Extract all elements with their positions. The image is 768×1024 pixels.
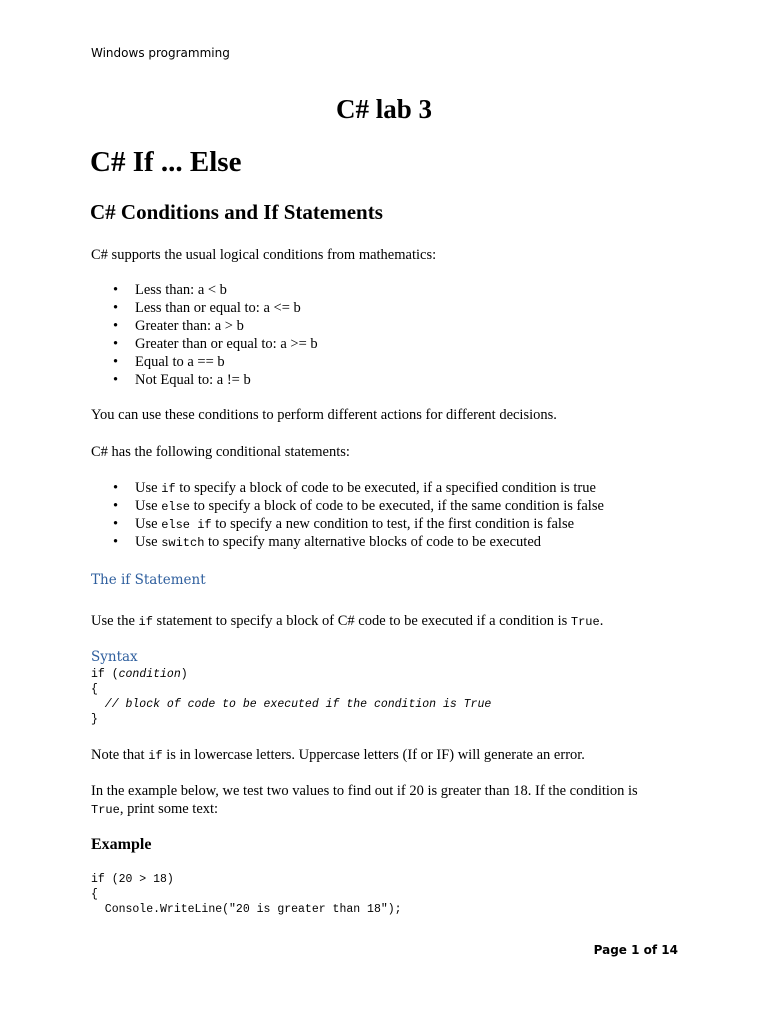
code-line: Console.WriteLine("20 is greater than 18"); [91, 903, 402, 916]
example-code-block [91, 872, 402, 917]
conditions-paragraph: You can use these conditions to perform different actions for different decisions. [91, 407, 557, 423]
code-line: if (20 > 18) [91, 873, 174, 886]
page-number: Page 1 of 14 [593, 943, 678, 957]
list-item: • Use else to specify a block of code to be executed, if the same condition is false [91, 497, 604, 515]
code-line: // block of code to be executed if the condition is True [91, 698, 492, 711]
conditions-list [91, 281, 318, 389]
list-item: • Greater than: a > b [91, 317, 318, 335]
if-statement-heading: The if Statement [91, 572, 206, 588]
main-heading: C# If ... Else [90, 146, 242, 178]
list-item: • Use switch to specify many alternative blocks of code to be executed [91, 533, 604, 551]
list-item: • Use if to specify a block of code to be executed, if a specified condition is true [91, 479, 604, 497]
note-paragraph: Note that if is in lowercase letters. Uppercase letters (If or IF) will generate an error. [91, 747, 585, 763]
list-item: • Less than: a < b [91, 281, 318, 299]
example-heading: Example [91, 836, 152, 853]
statements-list [91, 479, 604, 551]
code-line: } [91, 713, 98, 726]
syntax-heading: Syntax [91, 649, 138, 665]
intro-paragraph: C# supports the usual logical conditions from mathematics: [91, 247, 437, 263]
list-item: • Not Equal to: a != b [91, 371, 318, 389]
running-header: Windows programming [91, 46, 230, 60]
syntax-code-block [91, 667, 491, 727]
code-line: if (condition) [91, 668, 188, 681]
section-heading: C# Conditions and If Statements [90, 200, 383, 224]
list-item: • Equal to a == b [91, 353, 318, 371]
list-item: • Greater than or equal to: a >= b [91, 335, 318, 353]
lab-title: C# lab 3 [335, 94, 433, 124]
list-item: • Use else if to specify a new condition to test, if the first condition is false [91, 515, 604, 533]
if-description: Use the if statement to specify a block of C# code to be executed if a condition is True. [91, 613, 604, 629]
example-intro-paragraph: In the example below, we test two values to find out if 20 is greater than 18. If the condition is True, print some text: [91, 783, 638, 817]
statements-paragraph: C# has the following conditional statements: [91, 444, 350, 460]
code-line: { [91, 683, 98, 696]
code-line: { [91, 888, 98, 901]
list-item: • Less than or equal to: a <= b [91, 299, 318, 317]
